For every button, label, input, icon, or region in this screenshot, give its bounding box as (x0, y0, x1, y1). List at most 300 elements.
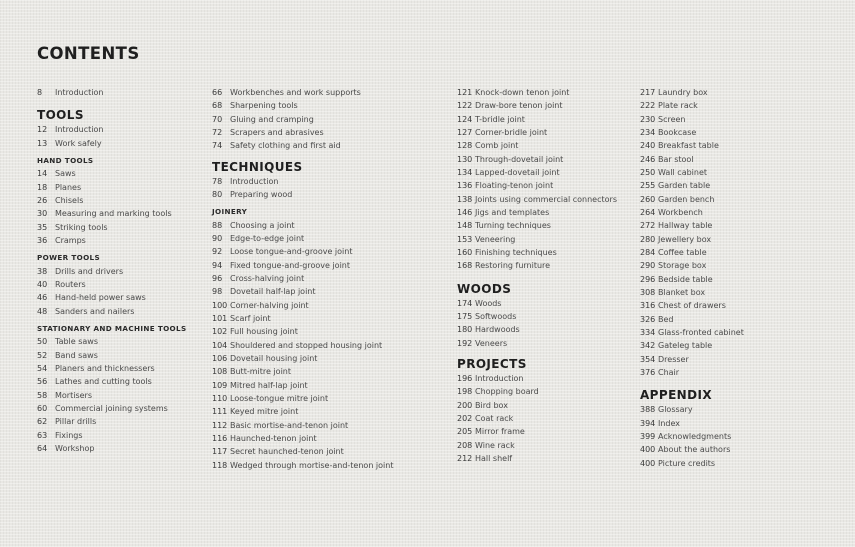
page-number: 60 (37, 403, 48, 413)
entry-title: Lathes and cutting tools (55, 377, 152, 387)
entry-title: Blanket box (658, 287, 706, 297)
entry-title: Woods (475, 298, 502, 308)
entry-title: Butt-mitre joint (230, 367, 291, 377)
toc-entry (37, 415, 202, 428)
toc-entry (37, 86, 202, 99)
entry-title: Measuring and marking tools (55, 209, 172, 219)
toc-entry (457, 99, 637, 112)
page-number: 18 (37, 182, 48, 192)
toc-column (212, 86, 452, 472)
toc-entry (37, 442, 202, 455)
toc-entry (457, 385, 637, 398)
toc-entry (37, 349, 202, 362)
toc-entry (640, 273, 840, 286)
toc-column (457, 86, 637, 465)
entry-title: Glossary (658, 405, 693, 415)
toc-entry (212, 339, 452, 352)
toc-entry (640, 233, 840, 246)
page-number: 94 (212, 260, 223, 270)
entry-title: Scarf joint (230, 313, 271, 323)
toc-entry (212, 325, 452, 338)
toc-entry (37, 137, 202, 150)
toc-entry (640, 153, 840, 166)
entry-title: Acknowledgments (658, 431, 732, 441)
entry-title: Wine rack (475, 440, 515, 450)
page-number: 202 (457, 413, 473, 423)
entry-title: Hardwoods (475, 325, 520, 335)
entry-title: Workbenches and work supports (230, 88, 361, 97)
page-number: 74 (212, 141, 223, 151)
toc-entry (640, 286, 840, 299)
toc-section (37, 107, 202, 150)
entry-title: Jewellery box (658, 234, 712, 244)
entry-title: Mitred half-lap joint (230, 380, 308, 390)
entry-title: Routers (55, 279, 86, 289)
entry-title: Bookcase (658, 127, 697, 137)
page-number: 250 (640, 167, 656, 177)
page-number: 35 (37, 222, 48, 232)
entry-title: Cramps (55, 235, 86, 245)
page-number: 62 (37, 417, 48, 427)
toc-entry (212, 175, 452, 188)
entry-title: Preparing wood (230, 189, 293, 199)
page-number: 116 (212, 433, 228, 443)
page-number: 160 (457, 247, 473, 257)
page-number: 30 (37, 209, 48, 219)
toc-entry (212, 219, 452, 232)
page-number: 212 (457, 453, 473, 463)
entry-title: Introduction (55, 88, 104, 97)
entry-title: Fixings (55, 430, 83, 440)
entry-title: Basic mortise-and-tenon joint (230, 420, 349, 430)
page-number: 290 (640, 261, 656, 271)
entry-title: Secret haunched-tenon joint (230, 447, 344, 457)
page-number: 130 (457, 154, 473, 164)
page-number: 400 (640, 445, 656, 455)
toc-entry (37, 402, 202, 415)
toc-entry (640, 443, 840, 456)
page-number: 296 (640, 274, 656, 284)
page-number: 342 (640, 341, 656, 351)
entry-title: Chair (658, 367, 680, 377)
toc-entry (640, 246, 840, 259)
toc-entry (212, 299, 452, 312)
page-number: 134 (457, 167, 473, 177)
page-number: 284 (640, 247, 656, 257)
page-number: 334 (640, 327, 656, 337)
toc-entry (457, 372, 637, 385)
page-number: 136 (457, 181, 473, 191)
entry-title: Knock-down tenon joint (475, 88, 570, 97)
toc-entry (640, 179, 840, 192)
toc-entry (212, 232, 452, 245)
page-number: 246 (640, 154, 656, 164)
entry-title: Loose-tongue mitre joint (230, 393, 329, 403)
toc-entry (37, 429, 202, 442)
entry-title: Chisels (55, 195, 84, 205)
page-number: 200 (457, 400, 473, 410)
page-number: 40 (37, 279, 48, 289)
toc-entry (640, 457, 840, 470)
page-number: 255 (640, 181, 656, 191)
toc-entry (37, 194, 202, 207)
toc-entry (212, 392, 452, 405)
toc-entry (37, 389, 202, 402)
entry-title: Gluing and cramping (230, 114, 314, 124)
toc-entry (457, 323, 637, 336)
page-number: 72 (212, 127, 223, 137)
toc-entry (37, 265, 202, 278)
page-number: 272 (640, 221, 656, 231)
toc-entry (640, 430, 840, 443)
page-number: 70 (212, 114, 223, 124)
toc-section (37, 154, 202, 247)
toc-entry (457, 425, 637, 438)
entry-title: Corner-bridle joint (475, 127, 548, 137)
page-number: 12 (37, 125, 48, 135)
toc-entry (457, 233, 637, 246)
toc-entry (212, 139, 452, 152)
toc-entry (457, 337, 637, 350)
page-number: 198 (457, 387, 473, 397)
section-heading: TOOLS (37, 108, 84, 123)
page-number: 400 (640, 458, 656, 468)
toc-entry (212, 126, 452, 139)
subsection-heading: STATIONARY AND MACHINE TOOLS (37, 323, 187, 333)
page-number: 146 (457, 207, 473, 217)
page-number: 118 (212, 460, 228, 470)
entry-title: Corner-halving joint (230, 300, 309, 310)
page-number: 217 (640, 88, 656, 97)
page-number: 264 (640, 207, 656, 217)
toc-entry (212, 188, 452, 201)
entry-title: Scrapers and abrasives (230, 127, 324, 137)
toc-entry (640, 193, 840, 206)
toc-entry (212, 432, 452, 445)
toc-entry (457, 452, 637, 465)
page-number: 138 (457, 194, 473, 204)
toc-entry (457, 439, 637, 452)
page-number: 376 (640, 367, 656, 377)
toc-entry (37, 278, 202, 291)
toc-section (457, 356, 637, 465)
page-number: 205 (457, 427, 473, 437)
entry-title: Introduction (55, 125, 104, 135)
entry-title: Jigs and templates (475, 207, 550, 217)
page-number: 234 (640, 127, 656, 137)
section-heading: PROJECTS (457, 356, 527, 371)
entry-title: Floating-tenon joint (475, 181, 554, 191)
page-number: 208 (457, 440, 473, 450)
toc-entry (37, 375, 202, 388)
toc-entry (37, 167, 202, 180)
toc-entry (640, 366, 840, 379)
page-number: 112 (212, 420, 228, 430)
page-number: 117 (212, 447, 228, 457)
toc-entry (640, 403, 840, 416)
entry-title: Safety clothing and first aid (230, 141, 341, 151)
page-number: 50 (37, 337, 48, 347)
entry-title: Draw-bore tenon joint (475, 101, 563, 111)
page-number: 58 (37, 390, 48, 400)
entry-title: Introduction (475, 373, 524, 383)
toc-entry (457, 246, 637, 259)
entry-title: Sharpening tools (230, 101, 298, 111)
entry-title: Shouldered and stopped housing joint (230, 340, 383, 350)
entry-title: Bar stool (658, 154, 694, 164)
entry-title: Hall shelf (475, 453, 513, 463)
page-title: CONTENTS (37, 44, 140, 63)
entry-title: Commercial joining systems (55, 403, 168, 413)
page-number: 230 (640, 114, 656, 124)
page-number: 111 (212, 407, 228, 417)
entry-title: Dovetail half-lap joint (230, 287, 316, 297)
page-number: 153 (457, 234, 473, 244)
entry-title: Joints using commercial connectors (475, 194, 617, 204)
toc-entry (457, 219, 637, 232)
entry-title: Fixed tongue-and-groove joint (230, 260, 350, 270)
page-number: 394 (640, 418, 656, 428)
entry-title: Mirror frame (475, 427, 525, 437)
toc-section (212, 86, 452, 153)
page-number: 26 (37, 195, 48, 205)
entry-title: Pillar drills (55, 417, 97, 427)
page-number: 175 (457, 311, 473, 321)
page-number: 96 (212, 273, 223, 283)
toc-entry (212, 445, 452, 458)
toc-entry (212, 312, 452, 325)
toc-entry (212, 245, 452, 258)
toc-entry (457, 113, 637, 126)
page-number: 54 (37, 363, 48, 373)
entry-title: Planes (55, 182, 82, 192)
toc-entry (212, 259, 452, 272)
page-number: 101 (212, 313, 228, 323)
toc-entry (212, 99, 452, 112)
entry-title: Drills and drivers (55, 266, 124, 276)
subsection-heading: POWER TOOLS (37, 253, 100, 263)
entry-title: Comb joint (475, 141, 519, 151)
entry-title: Cross-halving joint (230, 273, 305, 283)
entry-title: Storage box (658, 261, 707, 271)
page-number: 192 (457, 338, 473, 348)
page-number: 64 (37, 443, 48, 453)
toc-entry (457, 139, 637, 152)
entry-title: Veneering (475, 234, 516, 244)
page-number: 36 (37, 235, 48, 245)
entry-title: Workbench (658, 207, 703, 217)
toc-section (640, 387, 840, 470)
page-number: 399 (640, 431, 656, 441)
toc-entry (212, 405, 452, 418)
entry-title: Index (658, 418, 681, 428)
entry-title: Workshop (55, 443, 95, 453)
entry-title: Table saws (55, 337, 99, 347)
toc-entry (37, 181, 202, 194)
entry-title: Introduction (230, 176, 279, 186)
toc-entry (212, 352, 452, 365)
page-number: 354 (640, 354, 656, 364)
page-number: 124 (457, 114, 473, 124)
page-number: 8 (37, 88, 43, 97)
toc-entry (640, 206, 840, 219)
entry-title: Loose tongue-and-groove joint (230, 247, 353, 257)
toc-column (640, 86, 840, 470)
toc-section (212, 205, 452, 472)
toc-entry (212, 285, 452, 298)
toc-entry (640, 166, 840, 179)
toc-entry (212, 419, 452, 432)
page-number: 104 (212, 340, 228, 350)
page-number: 240 (640, 141, 656, 151)
toc-entry (37, 291, 202, 304)
toc-entry (640, 99, 840, 112)
page-number: 122 (457, 101, 473, 111)
page-number: 168 (457, 261, 473, 271)
toc-entry (457, 193, 637, 206)
page-number: 308 (640, 287, 656, 297)
toc-entry (37, 221, 202, 234)
toc-entry (640, 139, 840, 152)
page-number: 148 (457, 221, 473, 231)
entry-title: Glass-fronted cabinet (658, 327, 744, 337)
toc-section (212, 159, 452, 202)
toc-column (37, 86, 202, 455)
toc-section (37, 322, 202, 455)
entry-title: Softwoods (475, 311, 517, 321)
toc-entry (457, 153, 637, 166)
toc-entry (457, 297, 637, 310)
entry-title: Striking tools (55, 222, 108, 232)
page-number: 174 (457, 298, 473, 308)
toc-section (457, 281, 637, 350)
entry-title: Bed (658, 314, 674, 324)
page-number: 128 (457, 141, 473, 151)
toc-entry (37, 362, 202, 375)
page-number: 121 (457, 88, 473, 97)
page-number: 56 (37, 377, 48, 387)
entry-title: Chopping board (475, 387, 539, 397)
toc-entry (640, 86, 840, 99)
entry-title: Restoring furniture (475, 261, 551, 271)
toc-entry (457, 399, 637, 412)
entry-title: Sanders and nailers (55, 306, 135, 316)
entry-title: T-bridle joint (475, 114, 525, 124)
entry-title: Edge-to-edge joint (230, 233, 305, 243)
toc-entry (640, 299, 840, 312)
entry-title: About the authors (658, 445, 731, 455)
page-number: 92 (212, 247, 223, 257)
entry-title: Garden table (658, 181, 711, 191)
entry-title: Bedside table (658, 274, 713, 284)
toc-section (37, 251, 202, 318)
toc-entry (212, 113, 452, 126)
toc-entry (640, 339, 840, 352)
subsection-heading: JOINERY (212, 207, 248, 217)
page-number: 38 (37, 266, 48, 276)
entry-title: Chest of drawers (658, 301, 726, 311)
toc-entry (457, 412, 637, 425)
page-number: 63 (37, 430, 48, 440)
entry-title: Dresser (658, 354, 689, 364)
entry-title: Work safely (55, 138, 102, 148)
page-number: 90 (212, 233, 223, 243)
toc-entry (212, 365, 452, 378)
toc-entry (640, 126, 840, 139)
toc-section (457, 86, 637, 273)
page-number: 13 (37, 138, 48, 148)
section-heading: APPENDIX (640, 388, 712, 403)
entry-title: Breakfast table (658, 141, 719, 151)
page-number: 66 (212, 88, 223, 97)
entry-title: Saws (55, 169, 76, 179)
page-number: 280 (640, 234, 656, 244)
entry-title: Band saws (55, 350, 98, 360)
page-number: 80 (212, 189, 223, 199)
toc-entry (457, 179, 637, 192)
page-number: 180 (457, 325, 473, 335)
entry-title: Coat rack (475, 413, 514, 423)
entry-title: Wedged through mortise-and-tenon joint (230, 460, 394, 470)
toc-entry (457, 126, 637, 139)
page-number: 98 (212, 287, 223, 297)
entry-title: Screen (658, 114, 686, 124)
page-number: 316 (640, 301, 656, 311)
entry-title: Full housing joint (230, 327, 298, 337)
toc-entry (212, 459, 452, 472)
toc-entry (640, 219, 840, 232)
toc-entry (212, 86, 452, 99)
entry-title: Through-dovetail joint (475, 154, 564, 164)
entry-title: Finishing techniques (475, 247, 557, 257)
entry-title: Bird box (475, 400, 508, 410)
entry-title: Hallway table (658, 221, 713, 231)
entry-title: Veneers (475, 338, 508, 348)
page-number: 326 (640, 314, 656, 324)
entry-title: Gateleg table (658, 341, 713, 351)
toc-entry (457, 86, 637, 99)
toc-entry (457, 259, 637, 272)
page-number: 110 (212, 393, 228, 403)
toc-entry (37, 335, 202, 348)
page-number: 78 (212, 176, 223, 186)
toc-entry (457, 206, 637, 219)
toc-entry (212, 379, 452, 392)
section-heading: WOODS (457, 281, 512, 296)
toc-section (37, 86, 202, 99)
page-number: 88 (212, 220, 223, 230)
entry-title: Choosing a joint (230, 220, 295, 230)
entry-title: Hand-held power saws (55, 293, 146, 303)
toc-entry (457, 166, 637, 179)
page-number: 127 (457, 127, 473, 137)
entry-title: Dovetail housing joint (230, 353, 318, 363)
page-number: 68 (212, 101, 223, 111)
toc-entry (640, 313, 840, 326)
entry-title: Plate rack (658, 101, 698, 111)
entry-title: Lapped-dovetail joint (475, 167, 560, 177)
entry-title: Wall cabinet (658, 167, 708, 177)
page-number: 102 (212, 327, 228, 337)
page-number: 106 (212, 353, 228, 363)
page-number: 260 (640, 194, 656, 204)
page-number: 48 (37, 306, 48, 316)
page-number: 388 (640, 405, 656, 415)
toc-entry (640, 326, 840, 339)
entry-title: Haunched-tenon joint (230, 433, 317, 443)
entry-title: Planers and thicknessers (55, 363, 155, 373)
entry-title: Mortisers (55, 390, 92, 400)
